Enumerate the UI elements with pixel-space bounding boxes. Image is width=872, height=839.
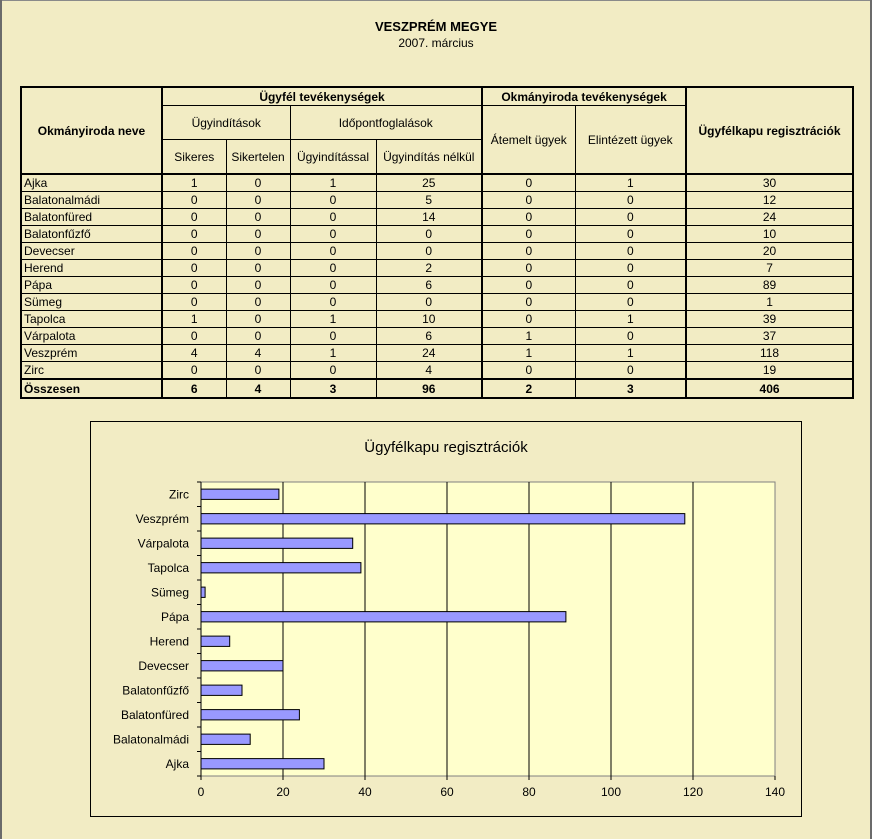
- registrations-chart: [90, 421, 802, 817]
- value-cell: 10: [686, 226, 853, 243]
- value-cell: 0: [575, 294, 686, 311]
- value-cell: 1: [162, 174, 226, 192]
- col-header-unsuccessful: Sikertelen: [226, 140, 290, 175]
- value-cell: 0: [290, 277, 376, 294]
- x-tick-label: 80: [522, 785, 536, 799]
- bar: [201, 759, 324, 769]
- table-row: [21, 209, 853, 226]
- value-cell: 3: [290, 379, 376, 398]
- value-cell: 4: [226, 379, 290, 398]
- category-label: Ajka: [165, 756, 189, 771]
- value-cell: 0: [226, 226, 290, 243]
- value-cell: 1: [290, 345, 376, 362]
- bar: [201, 661, 283, 671]
- office-name-cell: Veszprém: [21, 345, 162, 362]
- value-cell: 118: [686, 345, 853, 362]
- category-label: Tapolca: [147, 560, 189, 575]
- value-cell: 0: [575, 277, 686, 294]
- page-subtitle: 2007. március: [398, 36, 474, 50]
- value-cell: 25: [376, 174, 482, 192]
- value-cell: 1: [482, 345, 575, 362]
- value-cell: 0: [575, 362, 686, 380]
- value-cell: 39: [686, 311, 853, 328]
- value-cell: 1: [162, 311, 226, 328]
- value-cell: 0: [575, 328, 686, 345]
- value-cell: 0: [290, 328, 376, 345]
- table-row: [21, 260, 853, 277]
- value-cell: 0: [482, 174, 575, 192]
- col-header-registrations: Ügyfélkapu regisztrációk: [686, 87, 853, 174]
- plot-area: [201, 482, 775, 776]
- value-cell: 0: [162, 192, 226, 209]
- office-name-cell: Pápa: [21, 277, 162, 294]
- x-tick-label: 140: [764, 785, 786, 799]
- value-cell: 20: [686, 243, 853, 260]
- value-cell: 7: [686, 260, 853, 277]
- value-cell: 0: [226, 362, 290, 380]
- value-cell: 1: [290, 174, 376, 192]
- value-cell: 0: [162, 294, 226, 311]
- office-name-cell: Balatonfüred: [21, 209, 162, 226]
- value-cell: 0: [226, 174, 290, 192]
- value-cell: 0: [226, 243, 290, 260]
- category-label: Zirc: [169, 487, 189, 502]
- table-total-row: [21, 379, 853, 398]
- col-header-successful: Sikeres: [162, 140, 226, 175]
- x-tick-label: 0: [197, 785, 205, 799]
- value-cell: 0: [162, 328, 226, 345]
- bar: [201, 489, 279, 499]
- table-row: [21, 192, 853, 209]
- value-cell: 0: [482, 243, 575, 260]
- value-cell: 0: [575, 192, 686, 209]
- value-cell: 37: [686, 328, 853, 345]
- value-cell: 0: [162, 260, 226, 277]
- value-cell: 0: [290, 192, 376, 209]
- office-name-cell: Balatonalmádi: [21, 192, 162, 209]
- bar: [201, 685, 242, 695]
- bar: [201, 563, 361, 573]
- value-cell: 24: [376, 345, 482, 362]
- value-cell: 5: [376, 192, 482, 209]
- category-label: Balatonfűzfő: [122, 683, 189, 698]
- value-cell: 0: [482, 294, 575, 311]
- col-header-without-case-start: Ügyindítás nélkül: [376, 140, 482, 175]
- bar: [201, 514, 685, 524]
- value-cell: 0: [226, 294, 290, 311]
- value-cell: 0: [482, 260, 575, 277]
- value-cell: 24: [686, 209, 853, 226]
- office-name-cell: Zirc: [21, 362, 162, 380]
- window-left-border: [0, 0, 2, 839]
- value-cell: 1: [686, 294, 853, 311]
- value-cell: 1: [482, 328, 575, 345]
- table-row: [21, 277, 853, 294]
- office-name-cell: Herend: [21, 260, 162, 277]
- table-row: [21, 174, 853, 192]
- value-cell: 14: [376, 209, 482, 226]
- value-cell: 0: [290, 209, 376, 226]
- value-cell: 30: [686, 174, 853, 192]
- value-cell: 0: [162, 226, 226, 243]
- value-cell: 0: [226, 328, 290, 345]
- value-cell: 4: [376, 362, 482, 380]
- value-cell: 0: [575, 260, 686, 277]
- value-cell: 406: [686, 379, 853, 398]
- value-cell: 0: [290, 362, 376, 380]
- category-label: Devecser: [138, 658, 189, 673]
- sub-header-case-starts: Ügyindítások: [162, 106, 290, 140]
- category-label: Veszprém: [135, 511, 189, 526]
- value-cell: 0: [482, 311, 575, 328]
- value-cell: 0: [290, 260, 376, 277]
- value-cell: 0: [226, 260, 290, 277]
- x-tick-label: 60: [440, 785, 454, 799]
- value-cell: 0: [162, 209, 226, 226]
- group-header-office-activities: Okmányiroda tevékenységek: [482, 87, 686, 106]
- bar: [201, 612, 566, 622]
- x-tick-label: 120: [682, 785, 704, 799]
- bar: [201, 734, 250, 744]
- value-cell: 0: [482, 209, 575, 226]
- category-label: Balatonfüred: [120, 707, 189, 722]
- value-cell: 0: [376, 226, 482, 243]
- value-cell: 2: [376, 260, 482, 277]
- value-cell: 0: [482, 192, 575, 209]
- window-top-border: [0, 0, 872, 1]
- bar: [201, 636, 230, 646]
- office-name-cell: Balatonfűzfő: [21, 226, 162, 243]
- value-cell: 0: [290, 243, 376, 260]
- table-row: [21, 311, 853, 328]
- category-label: Várpalota: [137, 536, 189, 551]
- value-cell: 0: [290, 226, 376, 243]
- category-label: Balatonalmádi: [112, 732, 189, 747]
- office-name-cell: Várpalota: [21, 328, 162, 345]
- value-cell: 0: [575, 226, 686, 243]
- value-cell: 0: [482, 226, 575, 243]
- table-row: [21, 294, 853, 311]
- office-name-cell: Összesen: [21, 379, 162, 398]
- value-cell: 6: [376, 277, 482, 294]
- value-cell: 0: [226, 209, 290, 226]
- x-tick-label: 20: [276, 785, 290, 799]
- page-title: VESZPRÉM MEGYE: [374, 19, 498, 34]
- x-tick-label: 100: [600, 785, 622, 799]
- value-cell: 1: [575, 345, 686, 362]
- category-label: Herend: [149, 634, 189, 649]
- value-cell: 96: [376, 379, 482, 398]
- group-header-client-activities: Ügyfél tevékenységek: [162, 87, 482, 106]
- value-cell: 0: [290, 294, 376, 311]
- col-header-completed: Elintézett ügyek: [575, 106, 686, 175]
- table-row: [21, 226, 853, 243]
- x-tick-label: 40: [358, 785, 372, 799]
- value-cell: 6: [376, 328, 482, 345]
- col-header-office-name: Okmányiroda neve: [21, 87, 162, 174]
- office-name-cell: Tapolca: [21, 311, 162, 328]
- table-body: [21, 174, 853, 398]
- value-cell: 3: [575, 379, 686, 398]
- value-cell: 0: [226, 277, 290, 294]
- value-cell: 1: [290, 311, 376, 328]
- value-cell: 0: [376, 294, 482, 311]
- value-cell: 19: [686, 362, 853, 380]
- value-cell: 0: [162, 362, 226, 380]
- value-cell: 0: [226, 192, 290, 209]
- col-header-with-case-start: Ügyindítással: [290, 140, 376, 175]
- table-row: [21, 328, 853, 345]
- value-cell: 4: [226, 345, 290, 362]
- category-label: Pápa: [160, 609, 189, 624]
- office-name-cell: Ajka: [21, 174, 162, 192]
- value-cell: 0: [482, 277, 575, 294]
- table-row: [21, 243, 853, 260]
- sub-header-appointments: Időpontfoglalások: [290, 106, 482, 140]
- office-name-cell: Sümeg: [21, 294, 162, 311]
- statistics-table: [20, 86, 854, 399]
- bar: [201, 538, 353, 548]
- col-header-transferred: Átemelt ügyek: [482, 106, 575, 175]
- value-cell: 0: [162, 243, 226, 260]
- value-cell: 1: [575, 311, 686, 328]
- value-cell: 0: [575, 209, 686, 226]
- value-cell: 1: [575, 174, 686, 192]
- value-cell: 2: [482, 379, 575, 398]
- office-name-cell: Devecser: [21, 243, 162, 260]
- value-cell: 0: [376, 243, 482, 260]
- value-cell: 89: [686, 277, 853, 294]
- value-cell: 10: [376, 311, 482, 328]
- value-cell: 0: [162, 277, 226, 294]
- bar: [201, 710, 299, 720]
- table-row: [21, 345, 853, 362]
- bar: [201, 587, 205, 597]
- value-cell: 0: [226, 311, 290, 328]
- value-cell: 0: [575, 243, 686, 260]
- category-label: Sümeg: [150, 585, 189, 600]
- value-cell: 0: [482, 362, 575, 380]
- table-row: [21, 362, 853, 380]
- value-cell: 12: [686, 192, 853, 209]
- chart-title: Ügyfélkapu regisztrációk: [364, 439, 528, 456]
- value-cell: 6: [162, 379, 226, 398]
- value-cell: 4: [162, 345, 226, 362]
- chart-canvas: [91, 422, 801, 816]
